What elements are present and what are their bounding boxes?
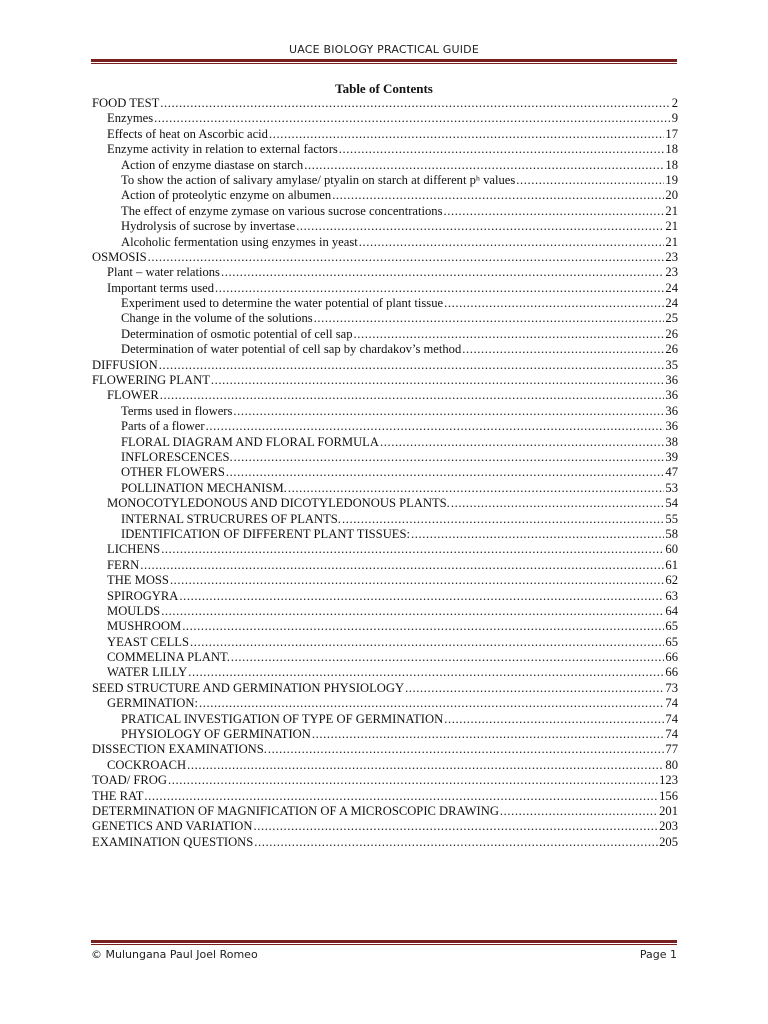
dot-leader [144,789,658,804]
toc-entry[interactable] [92,635,678,650]
toc-entry-title: Action of enzyme diastase on starch [121,157,304,172]
running-header: UACE BIOLOGY PRACTICAL GUIDE [288,43,480,56]
dot-leader [161,604,664,619]
dot-leader [211,373,665,388]
toc-entry-title: INFLORESCENCES. [121,449,233,464]
toc-entry[interactable] [92,342,678,357]
dot-leader [312,727,665,742]
toc-entry-title: FERN [107,557,140,572]
toc-entry[interactable] [92,296,678,311]
toc-entry[interactable] [92,619,678,634]
toc-entry-title: YEAST CELLS [107,634,189,649]
toc-entry-title: Important terms used [107,280,215,295]
toc-entry-page: 18 [665,157,678,172]
dot-leader [500,804,658,819]
toc-entry[interactable] [92,204,678,219]
toc-entry-page: 156 [659,788,678,803]
dot-leader [160,388,665,403]
toc-entry-title: GERMINATION: [107,696,198,711]
toc-entry[interactable] [92,604,678,619]
dot-leader [161,542,664,557]
toc-entry[interactable] [92,650,678,665]
dot-leader [226,465,665,480]
toc-entry-title: MONOCOTYLEDONOUS AND DICOTYLEDONOUS PLANTS. [107,496,450,511]
toc-entry-title: Enzymes [107,111,154,126]
toc-entry[interactable] [92,219,678,234]
toc-entry[interactable] [92,127,678,142]
toc-entry-title: IDENTIFICATION OF DIFFERENT PLANT TISSUES: [121,526,410,541]
toc-entry-page: 62 [665,573,678,588]
toc-entry[interactable] [92,665,678,680]
toc-entry-page: 36 [665,373,678,388]
toc-entry-page: 23 [665,265,678,280]
toc-entry[interactable] [92,527,678,542]
toc-entry-title: INTERNAL STRUCRURES OF PLANTS. [121,511,341,526]
header-divider [91,59,677,64]
toc-entry-page: 66 [665,650,678,665]
toc-entry-page: 25 [665,311,678,326]
toc-entry[interactable] [92,404,678,419]
toc-entry-page: 38 [665,434,678,449]
dot-leader [339,142,665,157]
toc-entry-title: The effect of enzyme zymase on various sucrose concentrations [121,203,443,218]
toc-entry[interactable] [92,311,678,326]
toc-entry-page: 18 [665,142,678,157]
toc-entry-title: COCKROACH [107,757,187,772]
toc-entry-title: FLOWERING PLANT [92,373,210,388]
toc-entry-page: 36 [665,388,678,403]
toc-entry-title: Experiment used to determine the water potential of plant tissue [121,296,444,311]
dot-leader [190,635,664,650]
toc-entry-title: FLORAL DIAGRAM AND FLORAL FORMULA [121,434,379,449]
toc-entry-page: 9 [671,111,678,126]
toc-entry-title: SEED STRUCTURE AND GERMINATION PHYSIOLOGY [92,680,405,695]
toc-entry-page: 36 [665,403,678,418]
dot-leader [359,235,665,250]
toc-entry-title: EXAMINATION QUESTIONS [92,834,254,849]
toc-entry-page: 66 [665,665,678,680]
toc-entry-page: 26 [665,326,678,341]
toc-entry-page: 73 [665,680,678,695]
toc-entry-title: OSMOSIS [92,249,147,264]
toc-entry-page: 54 [665,496,678,511]
toc-entry-page: 55 [665,511,678,526]
toc-entry-page: 201 [659,803,678,818]
toc-entry[interactable] [92,773,678,788]
toc-entry[interactable] [92,281,678,296]
toc-entry-page: 77 [665,742,678,757]
dot-leader [342,512,664,527]
toc-entry-title: Parts of a flower [121,419,205,434]
toc-entry-page: 65 [665,634,678,649]
dot-leader [405,681,664,696]
dot-leader [314,311,665,326]
toc-entry[interactable] [92,496,678,511]
toc-entry-title: DIFFUSION [92,357,158,372]
toc-entry[interactable] [92,250,678,265]
toc-entry-page: 74 [665,711,678,726]
toc-entry[interactable] [92,835,678,850]
toc-entry-title: Enzyme activity in relation to external factors [107,142,338,157]
toc-entry-page: 58 [665,526,678,541]
toc-entry[interactable] [92,789,678,804]
toc-entry-title: FLOWER [107,388,159,403]
toc-entry-page: 21 [665,219,678,234]
toc-entry[interactable] [92,819,678,834]
toc-entry[interactable] [92,742,678,757]
toc-entry-page: 123 [659,773,678,788]
toc-entry-page: 21 [665,203,678,218]
toc-entry-page: 2 [671,96,678,110]
toc-entry-title: THE RAT [92,788,144,803]
toc-entry-title: FOOD TEST [92,96,160,110]
toc-entry[interactable] [92,712,678,727]
dot-leader [234,450,665,465]
toc-entry[interactable] [92,450,678,465]
toc-entry-title: POLLINATION MECHANISM. [121,480,287,495]
toc-entry-page: 53 [665,480,678,495]
dot-leader [160,96,670,111]
toc-entry-title: Terms used in flowers [121,403,233,418]
toc-entry-page: 21 [665,234,678,249]
toc-entry[interactable] [92,111,678,126]
toc-entry-page: 74 [665,696,678,711]
toc-entry[interactable] [92,435,678,450]
dot-leader [154,111,671,126]
toc-entry-title: Determination of water potential of cell sap by chardakov’s method [121,342,462,357]
toc-entry-page: 64 [665,603,678,618]
dot-leader [179,589,664,604]
dot-leader [187,758,664,773]
dot-leader [516,173,664,188]
dot-leader [221,265,664,280]
toc-entry[interactable] [92,327,678,342]
dot-leader [332,188,664,203]
toc-entry-page: 24 [665,280,678,295]
toc-entry-title: Hydrolysis of sucrose by invertase [121,219,296,234]
toc-entry[interactable] [92,542,678,557]
toc-entry[interactable] [92,235,678,250]
toc-entry[interactable] [92,173,678,188]
toc-entry[interactable] [92,573,678,588]
toc-entry[interactable] [92,589,678,604]
dot-leader [269,127,664,142]
toc-entry[interactable] [92,158,678,173]
table-of-contents [92,96,678,850]
dot-leader [159,358,665,373]
toc-entry[interactable] [92,373,678,388]
toc-entry[interactable] [92,388,678,403]
toc-entry-page: 47 [665,465,678,480]
toc-entry[interactable] [92,696,678,711]
toc-entry-title: OTHER FLOWERS [121,465,225,480]
dot-leader [304,158,664,173]
toc-entry-title: MUSHROOM [107,619,182,634]
toc-entry[interactable] [92,512,678,527]
dot-leader [411,527,664,542]
toc-entry[interactable] [92,419,678,434]
dot-leader [288,481,665,496]
dot-leader [148,250,665,265]
toc-entry[interactable] [92,465,678,480]
toc-entry-page: 61 [665,557,678,572]
toc-entry-page: 19 [665,172,678,187]
toc-entry-page: 60 [665,542,678,557]
toc-heading: Table of Contents [335,81,433,96]
toc-entry[interactable] [92,804,678,819]
dot-leader [296,219,664,234]
toc-entry-page: 36 [665,419,678,434]
toc-entry-title: SPIROGYRA [107,588,179,603]
toc-entry-page: 80 [665,757,678,772]
toc-entry-title: PRATICAL INVESTIGATION OF TYPE OF GERMINATION [121,711,444,726]
dot-leader [233,404,664,419]
toc-entry[interactable] [92,481,678,496]
footer-author: © Mulungana Paul Joel Romeo [91,948,258,961]
toc-entry[interactable] [92,681,678,696]
toc-entry-title: Action of proteolytic enzyme on albumen [121,188,332,203]
dot-leader [380,435,664,450]
dot-leader [182,619,664,634]
toc-entry-page: 26 [665,342,678,357]
toc-entry-page: 20 [665,188,678,203]
toc-entry-title: THE MOSS [107,573,169,588]
dot-leader [253,819,658,834]
dot-leader [206,419,665,434]
dot-leader [451,496,665,511]
toc-entry-title: To show the action of salivary amylase/ ptyalin on starch at different pʰ values [121,172,516,187]
toc-entry[interactable] [92,727,678,742]
dot-leader [444,712,664,727]
dot-leader [140,558,664,573]
dot-leader [354,327,665,342]
toc-entry[interactable] [92,96,678,111]
toc-entry-title: DISSECTION EXAMINATIONS. [92,742,267,757]
toc-entry-title: TOAD/ FROG [92,773,167,788]
toc-entry-page: 17 [665,126,678,141]
toc-entry-page: 74 [665,727,678,742]
toc-entry[interactable] [92,558,678,573]
toc-entry-title: DETERMINATION OF MAGNIFICATION OF A MICROSCOPIC DRAWING [92,803,499,818]
footer-divider [91,940,677,945]
toc-entry-page: 23 [665,249,678,264]
toc-entry-page: 205 [659,834,678,849]
dot-leader [231,650,665,665]
toc-entry-title: GENETICS AND VARIATION [92,819,253,834]
toc-entry-title: MOULDS [107,603,161,618]
dot-leader [462,342,664,357]
toc-entry-page: 203 [659,819,678,834]
toc-entry[interactable] [92,188,678,203]
dot-leader [215,281,664,296]
toc-entry-page: 39 [665,449,678,464]
toc-entry-title: PHYSIOLOGY OF GERMINATION [121,727,311,742]
toc-entry-page: 63 [665,588,678,603]
footer-page-number: Page 1 [639,948,677,961]
toc-entry-title: Plant – water relations [107,265,220,280]
dot-leader [254,835,658,850]
toc-entry-title: COMMELINA PLANT. [107,650,230,665]
dot-leader [268,742,664,757]
dot-leader [188,665,664,680]
toc-entry-title: LICHENS [107,542,161,557]
toc-entry-page: 35 [665,357,678,372]
toc-entry[interactable] [92,142,678,157]
toc-entry[interactable] [92,358,678,373]
toc-entry[interactable] [92,758,678,773]
dot-leader [168,773,658,788]
toc-entry-title: Determination of osmotic potential of cell sap [121,326,353,341]
dot-leader [170,573,664,588]
dot-leader [444,296,664,311]
toc-entry-title: Effects of heat on Ascorbic acid [107,126,268,141]
toc-entry-title: Alcoholic fermentation using enzymes in yeast [121,234,358,249]
dot-leader [443,204,664,219]
toc-entry-title: WATER LILLY [107,665,188,680]
dot-leader [199,696,664,711]
toc-entry[interactable] [92,265,678,280]
toc-entry-page: 65 [665,619,678,634]
toc-entry-page: 24 [665,296,678,311]
toc-entry-title: Change in the volume of the solutions [121,311,313,326]
